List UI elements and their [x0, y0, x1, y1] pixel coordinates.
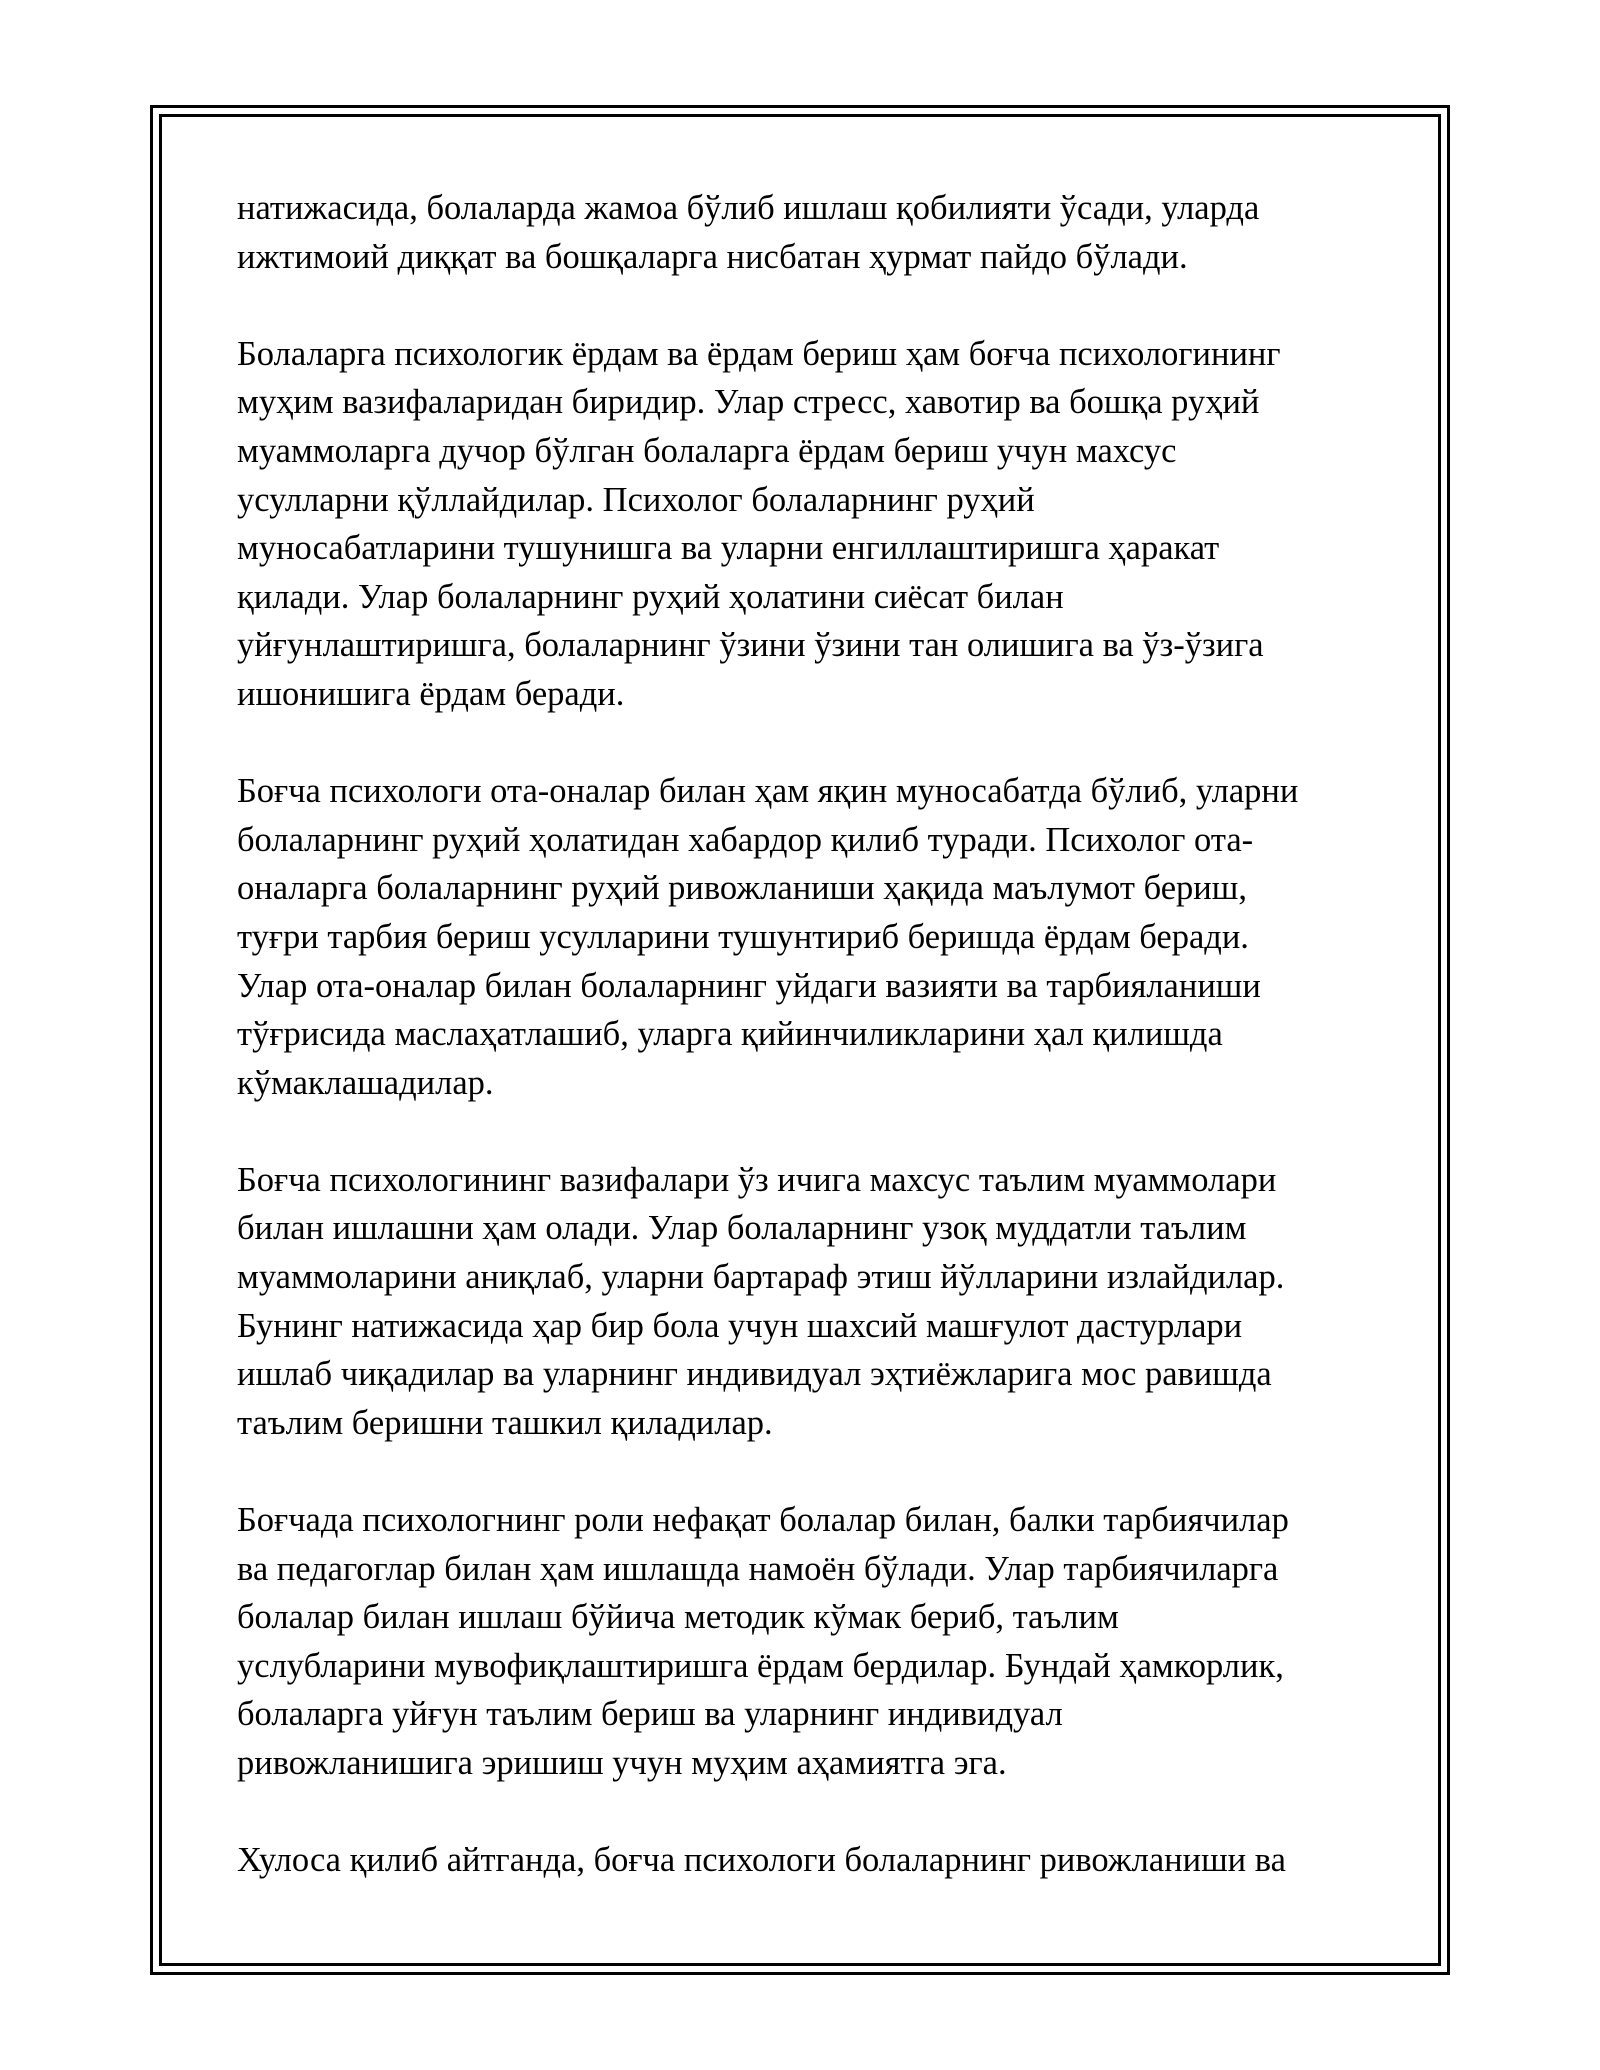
text-line: Боғча психологининг вазифалари ўз ичига махсус таълим муаммолари	[237, 1160, 1277, 1199]
text-line: муаммоларга дучор бўлган болаларга ёрдам бериш учун махсус	[237, 431, 1177, 470]
text-line: ишонишига ёрдам беради.	[237, 674, 625, 713]
text-line: қилади. Улар болаларнинг руҳий ҳолатини сиёсат билан	[237, 577, 1064, 616]
text-line: Улар ота-оналар билан болаларнинг уйдаги вазияти ва тарбияланиши	[237, 966, 1261, 1005]
text-line: Болаларга психологик ёрдам ва ёрдам бериш ҳам боғча психологининг	[237, 334, 1281, 373]
text-line: болаларнинг руҳий ҳолатидан хабардор қилиб туради. Психолог ота-	[237, 820, 1254, 859]
text-line: ишлаб чиқадилар ва уларнинг индивидуал эҳтиёжларига мос равишда	[237, 1355, 1272, 1394]
text-line: кўмаклашадилар.	[237, 1063, 494, 1102]
text-line: ижтимоий диққат ва бошқаларга нисбатан ҳурмат пайдо бўлади.	[237, 237, 1188, 276]
text-line: болалар билан ишлаш бўйича методик кўмак бериб, таълим	[237, 1598, 1119, 1637]
text-line: тўғрисида маслаҳатлашиб, уларга қийинчиликларини ҳал қилишда	[237, 1015, 1223, 1054]
text-line: болаларга уйғун таълим бериш ва уларнинг индивидуал	[237, 1695, 1063, 1734]
text-line: ва педагоглар билан ҳам ишлашда намоён бўлади. Улар тарбиячиларга	[237, 1549, 1279, 1588]
text-line: натижасида, болаларда жамоа бўлиб ишлаш қобилияти ўсади, уларда	[237, 189, 1260, 227]
text-line: муҳим вазифаларидан биридир. Улар стресс, хавотир ва бошқа руҳий	[237, 383, 1260, 422]
paragraph-4	[237, 1156, 1387, 1448]
text-line: билан ишлашни ҳам олади. Улар болаларнинг узоқ муддатли таълим	[237, 1209, 1247, 1248]
paragraph-3	[237, 767, 1387, 1107]
text-line: услубларини мувофиқлаштиришга ёрдам бердилар. Бундай ҳамкорлик,	[237, 1646, 1284, 1685]
text-line: усулларни қўллайдилар. Психолог болаларнинг руҳий	[237, 480, 1035, 519]
text-line: туғри тарбия бериш усулларини тушунтириб беришда ёрдам беради.	[237, 917, 1249, 956]
text-line: оналарга болаларнинг руҳий ривожланиши ҳақида маълумот бериш,	[237, 869, 1247, 908]
paragraph-2	[237, 330, 1387, 719]
text-line: Боғчада психологнинг роли нефақат болалар билан, балки тарбиячилар	[237, 1501, 1289, 1540]
text-line: уйғунлаштиришга, болаларнинг ўзини ўзини тан олишига ва ўз-ўзига	[237, 626, 1264, 665]
text-line: ривожланишига эришиш учун муҳим аҳамиятга эга.	[237, 1744, 1007, 1782]
text-line: Боғча психологи ота-оналар билан ҳам яқин муносабатда бўлиб, уларни	[237, 772, 1299, 811]
document-body	[237, 184, 1387, 1933]
text-line: муносабатларини тушунишга ва уларни енгиллаштиришга ҳаракат	[237, 529, 1220, 568]
text-line: муаммоларини аниқлаб, уларни бартараф этиш йўлларини излайдилар.	[237, 1258, 1285, 1297]
paragraph-1	[237, 184, 1387, 281]
text-line: Хулоса қилиб айтганда, боғча психологи болаларнинг ривожланиши ва	[237, 1841, 1286, 1880]
paragraph-6	[237, 1836, 1387, 1885]
text-line: Бунинг натижасида ҳар бир бола учун шахсий машғулот дастурлари	[237, 1306, 1243, 1345]
text-line: таълим беришни ташкил қиладилар.	[237, 1403, 773, 1442]
paragraph-5	[237, 1496, 1387, 1788]
